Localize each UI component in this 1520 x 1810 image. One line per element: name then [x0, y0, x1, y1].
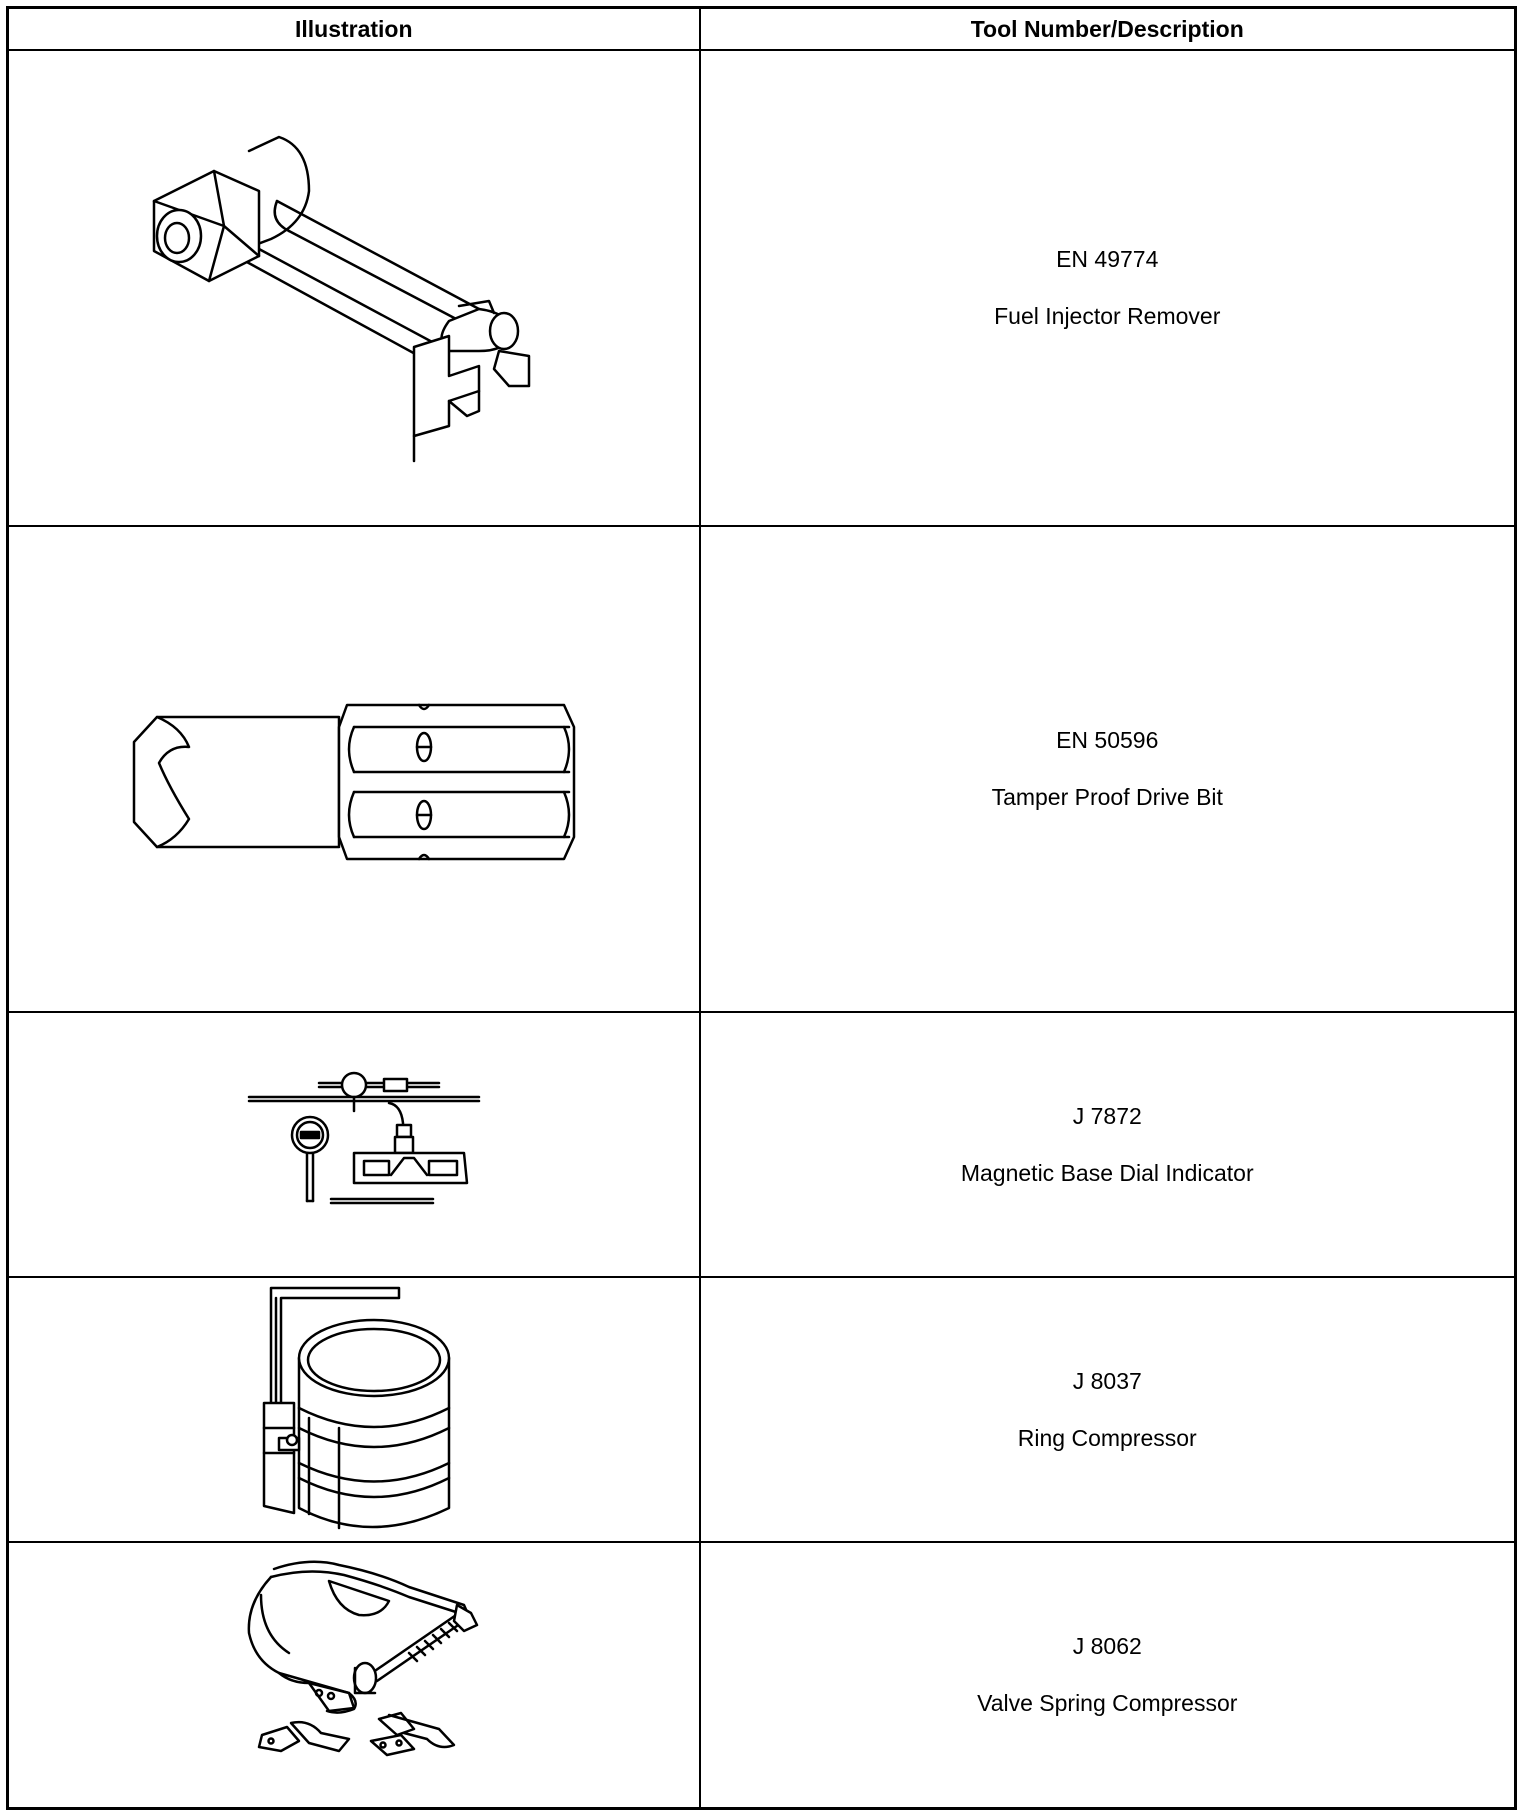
table-row	[8, 1542, 1516, 1809]
tool-number: EN 49774	[1056, 246, 1159, 272]
table-row	[8, 50, 1516, 526]
illustration-cell	[8, 50, 700, 526]
tool-number: J 7872	[1072, 1102, 1142, 1129]
table-row	[8, 526, 1516, 1012]
description-cell	[700, 1542, 1516, 1809]
tool-description: Tamper Proof Drive Bit	[991, 784, 1223, 810]
ring-compressor-illustration	[9, 1278, 701, 1541]
table-row	[8, 1012, 1516, 1277]
header-tool-number-description: Tool Number/Description	[700, 8, 1516, 51]
header-row	[8, 8, 1516, 51]
header-illustration: Illustration	[8, 8, 700, 51]
tool-number: J 8062	[1072, 1633, 1142, 1659]
valve-spring-compressor-illustration	[9, 1543, 701, 1807]
tool-description: Valve Spring Compressor	[977, 1690, 1238, 1716]
illustration-cell	[8, 1012, 700, 1277]
illustration-cell	[8, 1542, 700, 1809]
illustration-cell	[8, 1277, 700, 1542]
description-cell	[700, 1012, 1516, 1277]
tool-number: EN 50596	[1056, 727, 1159, 753]
special-tools-table	[6, 6, 1517, 1810]
description-cell	[700, 1277, 1516, 1542]
description-cell	[700, 50, 1516, 526]
fuel-injector-remover-illustration	[9, 51, 701, 525]
illustration-cell	[8, 526, 700, 1012]
tool-number: J 8037	[1072, 1367, 1142, 1394]
description-cell	[700, 526, 1516, 1012]
table-row	[8, 1277, 1516, 1542]
tool-description: Fuel Injector Remover	[994, 303, 1221, 329]
tool-description: Ring Compressor	[1017, 1424, 1197, 1451]
tool-description: Magnetic Base Dial Indicator	[960, 1159, 1254, 1186]
magnetic-base-dial-indicator-illustration	[9, 1013, 701, 1276]
tamper-proof-drive-bit-illustration	[9, 527, 701, 1011]
